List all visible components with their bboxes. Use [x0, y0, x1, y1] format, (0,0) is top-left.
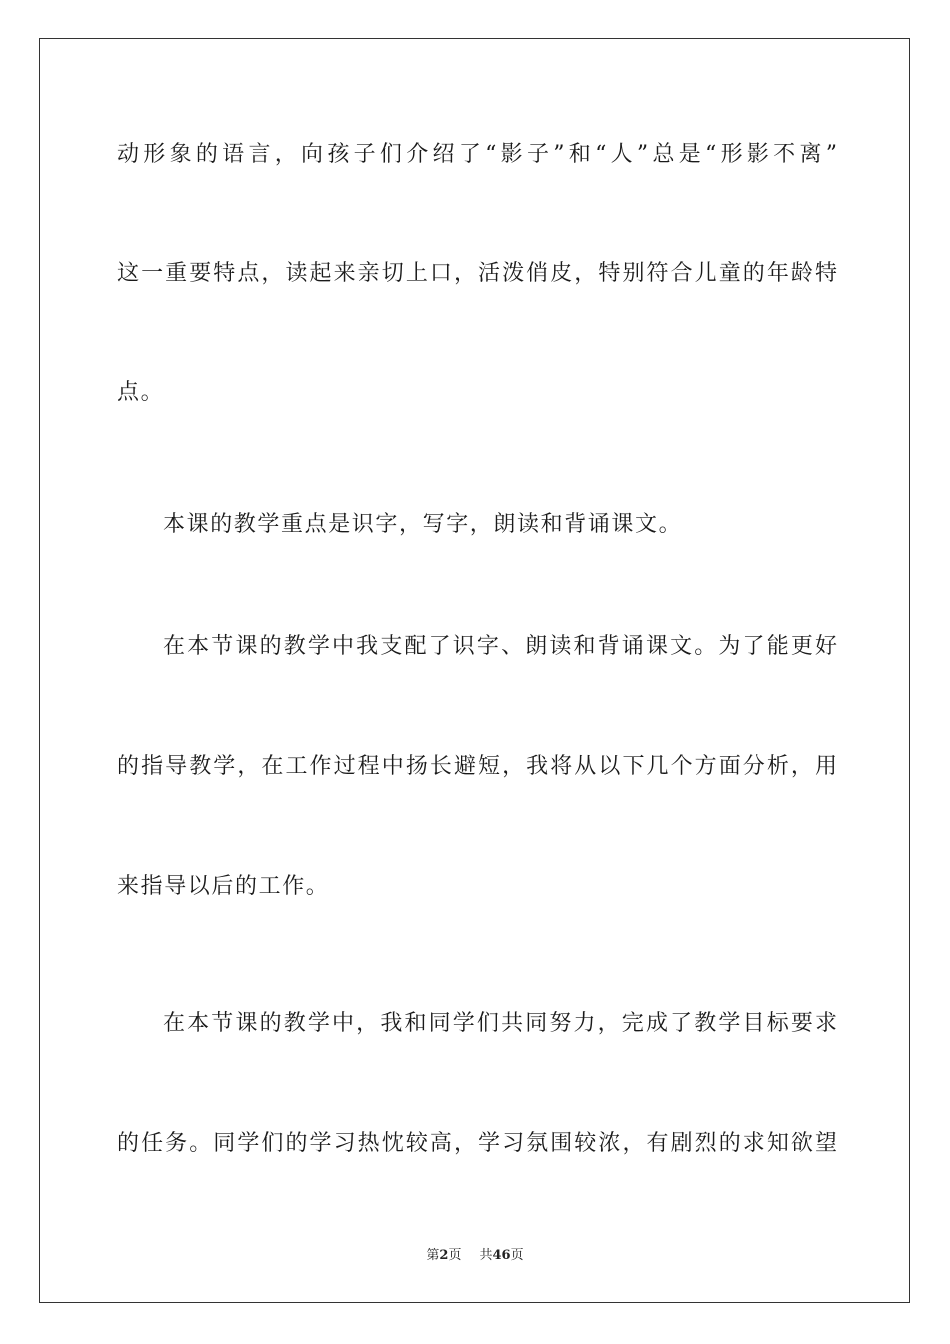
- paragraph-line-7: 来指导以后的工作。: [117, 874, 330, 899]
- total-pages: 46: [492, 1248, 511, 1263]
- paragraph-line-1: 动形象的语言，向孩子们介绍了“影子”和“人”总是“形影不离”: [117, 142, 837, 167]
- paragraph-line-5: 在本节课的教学中我支配了识字、朗读和背诵课文。为了能更好: [163, 634, 837, 659]
- total-prefix: 共: [479, 1248, 493, 1263]
- total-suffix: 页: [510, 1248, 524, 1263]
- page-number: 2: [439, 1248, 449, 1263]
- paragraph-line-8: 在本节课的教学中，我和同学们共同努力，完成了教学目标要求: [163, 1011, 837, 1036]
- paragraph-line-2: 这一重要特点，读起来亲切上口，活泼俏皮，特别符合儿童的年龄特: [117, 261, 837, 286]
- paragraph-line-3: 点。: [117, 380, 165, 405]
- page-suffix: 页: [448, 1248, 462, 1263]
- page-border: [39, 38, 910, 1303]
- paragraph-line-6: 的指导教学，在工作过程中扬长避短，我将从以下几个方面分析，用: [117, 754, 837, 779]
- paragraph-line-9: 的任务。同学们的学习热忱较高，学习氛围较浓，有剧烈的求知欲望: [117, 1131, 837, 1156]
- paragraph-line-4: 本课的教学重点是识字，写字，朗读和背诵课文。: [163, 512, 683, 537]
- page-footer: [0, 1247, 950, 1265]
- page-prefix: 第: [426, 1248, 440, 1263]
